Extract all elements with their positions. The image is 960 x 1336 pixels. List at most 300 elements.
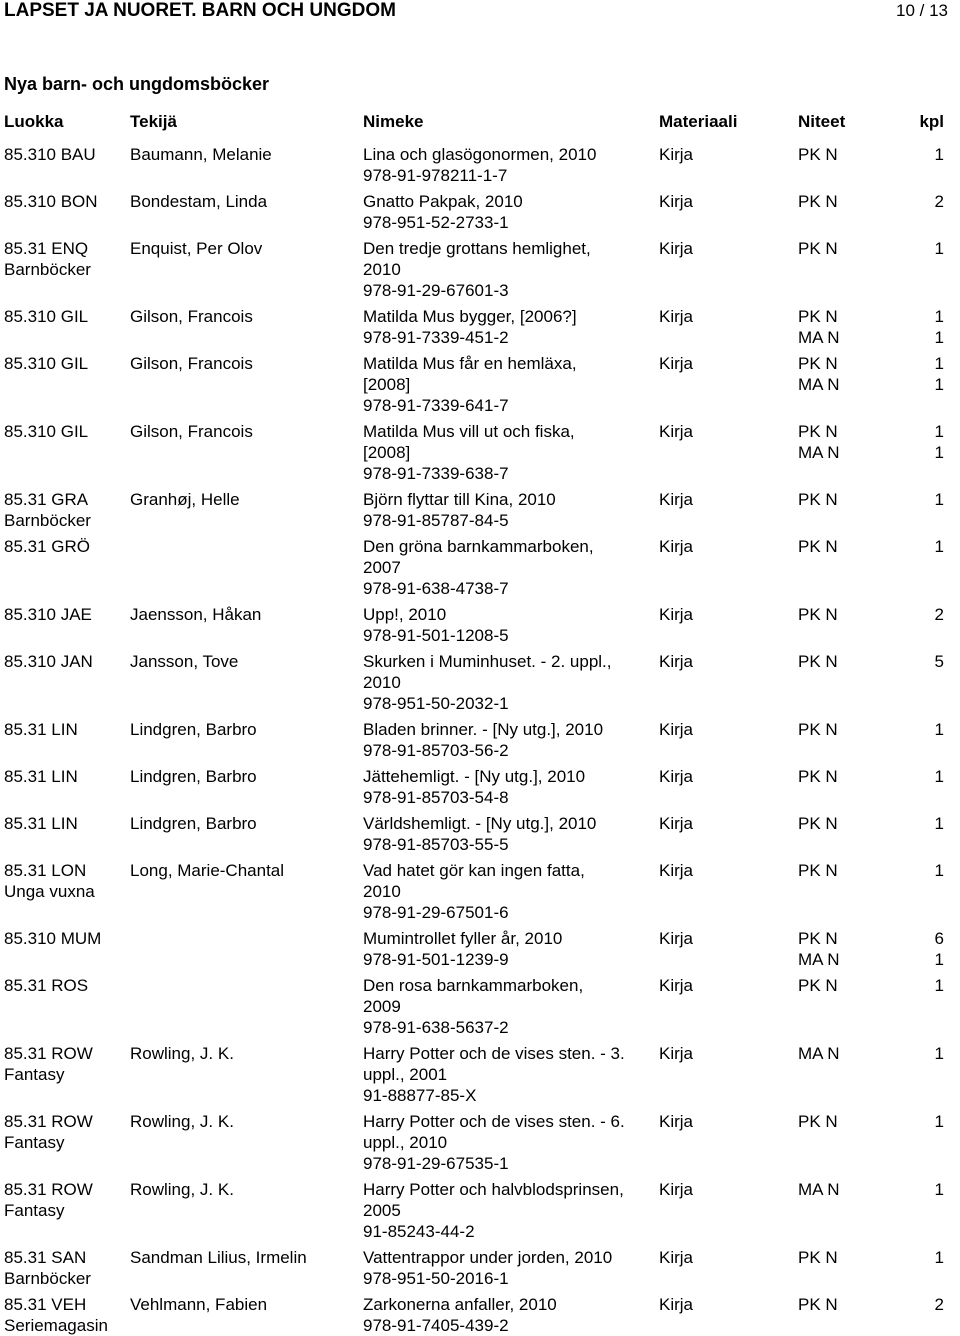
nimeke-cell-line: uppl., 2001 (363, 1065, 448, 1084)
tekija-cell (130, 651, 238, 672)
nimeke-cell (363, 1179, 624, 1242)
luokka-cell-line: 85.31 ENQ (4, 239, 89, 258)
nimeke-cell (363, 928, 562, 970)
niteet-cell (798, 860, 838, 881)
kpl-cell-line: 1 (934, 720, 944, 739)
niteet-cell-line: PK N (798, 490, 838, 509)
nimeke-cell (363, 975, 583, 1038)
tekija-cell (130, 860, 284, 881)
niteet-cell (798, 191, 838, 212)
luokka-cell (4, 353, 88, 374)
page-header (0, 0, 960, 24)
niteet-cell (798, 928, 840, 970)
materiaali-cell (659, 489, 693, 510)
luokka-cell-line: 85.31 LIN (4, 767, 78, 786)
materiaali-cell (659, 144, 693, 165)
niteet-cell-line: PK N (798, 861, 838, 880)
nimeke-cell-line: 978-91-7339-641-7 (363, 396, 509, 415)
column-headers (0, 112, 960, 134)
nimeke-cell-line: 978-91-7339-451-2 (363, 328, 509, 347)
niteet-cell (798, 975, 838, 996)
niteet-cell-line: MA N (798, 950, 840, 969)
luokka-cell-line: 85.31 LIN (4, 814, 78, 833)
nimeke-cell-line: 978-91-85703-54-8 (363, 788, 509, 807)
kpl-cell (935, 489, 944, 510)
nimeke-cell (363, 238, 591, 301)
tekija-cell (130, 306, 253, 327)
nimeke-cell (363, 306, 577, 348)
kpl-cell (935, 1111, 944, 1132)
materiaali-cell (659, 975, 693, 996)
nimeke-cell-line: 2007 (363, 558, 401, 577)
luokka-cell (4, 489, 91, 531)
materiaali-cell (659, 604, 693, 625)
nimeke-cell-line: Matilda Mus vill ut och fiska, (363, 422, 575, 441)
nimeke-cell (363, 1111, 625, 1174)
tekija-cell (130, 719, 257, 740)
kpl-cell-line: 1 (934, 537, 944, 556)
luokka-cell-line: 85.31 LON (4, 861, 87, 880)
tekija-cell (130, 766, 257, 787)
materiaali-cell-line: Kirja (659, 1044, 694, 1063)
materiaali-cell-line: Kirja (659, 1248, 694, 1267)
materiaali-cell-line: Kirja (659, 490, 694, 509)
tekija-cell (130, 191, 267, 212)
tekija-cell-line: Lindgren, Barbro (130, 720, 257, 739)
kpl-cell (935, 1294, 944, 1315)
nimeke-cell-line: Mumintrollet fyller år, 2010 (363, 929, 563, 948)
materiaali-cell (659, 766, 693, 787)
nimeke-cell (363, 1294, 557, 1336)
nimeke-cell-line: 978-91-85787-84-5 (363, 511, 509, 530)
tekija-cell-line: Jansson, Tove (130, 652, 239, 671)
kpl-cell (935, 353, 944, 395)
kpl-cell-line: 1 (934, 422, 944, 441)
luokka-cell-line: Fantasy (4, 1065, 65, 1084)
kpl-cell-line: 1 (934, 1248, 944, 1267)
kpl-cell-line: 2 (934, 192, 944, 211)
tekija-cell-line: Enquist, Per Olov (130, 239, 263, 258)
niteet-cell-line: PK N (798, 929, 838, 948)
niteet-cell-line: MA N (798, 375, 840, 394)
luokka-cell-line: 85.310 JAE (4, 605, 92, 624)
niteet-cell-line: PK N (798, 307, 838, 326)
tekija-cell-line: Long, Marie-Chantal (130, 861, 285, 880)
tekija-cell-line: Gilson, Francois (130, 307, 253, 326)
kpl-cell-line: 1 (934, 861, 944, 880)
kpl-cell (935, 144, 944, 165)
niteet-cell (798, 144, 838, 165)
kpl-cell (935, 860, 944, 881)
col-header-luokka: Luokka (4, 112, 64, 131)
materiaali-cell (659, 191, 693, 212)
tekija-cell-line: Gilson, Francois (130, 354, 253, 373)
nimeke-cell (363, 1247, 612, 1289)
kpl-cell (935, 1043, 944, 1064)
kpl-cell-line: 2 (934, 1295, 944, 1314)
nimeke-cell-line: 978-91-29-67535-1 (363, 1154, 509, 1173)
materiaali-cell (659, 306, 693, 327)
nimeke-cell-line: 978-951-50-2016-1 (363, 1269, 509, 1288)
nimeke-cell (363, 144, 596, 186)
kpl-cell-line: 1 (934, 443, 944, 462)
luokka-cell-line: Unga vuxna (4, 882, 95, 901)
page-number: 10 / 13 (896, 1, 948, 20)
tekija-cell (130, 813, 257, 834)
col-header-kpl: kpl (919, 112, 944, 131)
materiaali-cell-line: Kirja (659, 307, 694, 326)
luokka-cell (4, 1294, 108, 1336)
materiaali-cell (659, 1247, 693, 1268)
niteet-cell-line: PK N (798, 652, 838, 671)
tekija-cell (130, 489, 240, 510)
materiaali-cell-line: Kirja (659, 1180, 694, 1199)
nimeke-cell-line: 91-85243-44-2 (363, 1222, 475, 1241)
nimeke-cell-line: Den tredje grottans hemlighet, (363, 239, 591, 258)
luokka-cell-line: Fantasy (4, 1133, 65, 1152)
luokka-cell (4, 604, 92, 625)
kpl-cell-line: 1 (934, 490, 944, 509)
nimeke-cell-line: Zarkonerna anfaller, 2010 (363, 1295, 557, 1314)
nimeke-cell (363, 421, 575, 484)
nimeke-cell-line: 978-951-50-2032-1 (363, 694, 509, 713)
niteet-cell-line: MA N (798, 443, 840, 462)
luokka-cell (4, 1043, 93, 1085)
materiaali-cell (659, 421, 693, 442)
kpl-cell-line: 1 (934, 950, 944, 969)
materiaali-cell (659, 928, 693, 949)
luokka-cell-line: Barnböcker (4, 1269, 91, 1288)
nimeke-cell-line: Bladen brinner. - [Ny utg.], 2010 (363, 720, 604, 739)
nimeke-cell (363, 489, 556, 531)
materiaali-cell-line: Kirja (659, 929, 694, 948)
materiaali-cell-line: Kirja (659, 605, 694, 624)
tekija-cell (130, 1043, 234, 1064)
materiaali-cell (659, 813, 693, 834)
materiaali-cell-line: Kirja (659, 767, 694, 786)
materiaali-cell (659, 719, 693, 740)
kpl-cell-line: 6 (934, 929, 944, 948)
niteet-cell-line: PK N (798, 720, 838, 739)
kpl-cell-line: 1 (934, 307, 944, 326)
col-header-materiaali: Materiaali (659, 112, 738, 131)
niteet-cell (798, 1247, 838, 1268)
luokka-cell-line: 85.310 GIL (4, 307, 89, 326)
tekija-cell (130, 604, 261, 625)
tekija-cell (130, 353, 253, 374)
niteet-cell-line: PK N (798, 192, 838, 211)
tekija-cell-line: Sandman Lilius, Irmelin (130, 1248, 307, 1267)
kpl-cell (935, 604, 944, 625)
materiaali-cell-line: Kirja (659, 976, 694, 995)
niteet-cell-line: PK N (798, 767, 838, 786)
materiaali-cell-line: Kirja (659, 861, 694, 880)
niteet-cell-line: MA N (798, 1180, 840, 1199)
materiaali-cell-line: Kirja (659, 145, 694, 164)
luokka-cell-line: 85.31 ROS (4, 976, 89, 995)
kpl-cell (935, 1247, 944, 1268)
nimeke-cell-line: Världshemligt. - [Ny utg.], 2010 (363, 814, 597, 833)
luokka-cell-line: 85.31 SAN (4, 1248, 87, 1267)
kpl-cell-line: 2 (934, 605, 944, 624)
niteet-cell (798, 536, 838, 557)
materiaali-cell (659, 1111, 693, 1132)
luokka-cell (4, 928, 101, 949)
nimeke-cell-line: 91-88877-85-X (363, 1086, 477, 1105)
materiaali-cell-line: Kirja (659, 720, 694, 739)
tekija-cell-line: Gilson, Francois (130, 422, 253, 441)
kpl-cell (935, 191, 944, 212)
tekija-cell-line: Vehlmann, Fabien (130, 1295, 268, 1314)
niteet-cell (798, 813, 838, 834)
nimeke-cell-line: Den gröna barnkammarboken, (363, 537, 594, 556)
nimeke-cell (363, 813, 596, 855)
tekija-cell-line: Jaensson, Håkan (130, 605, 262, 624)
section-title: Nya barn- och ungdomsböcker (4, 74, 270, 94)
niteet-cell (798, 604, 838, 625)
luokka-cell-line: Barnböcker (4, 511, 91, 530)
luokka-cell-line: 85.310 MUM (4, 929, 102, 948)
nimeke-cell-line: Lina och glasögonormen, 2010 (363, 145, 597, 164)
nimeke-cell-line: 978-91-501-1208-5 (363, 626, 509, 645)
niteet-cell (798, 421, 840, 463)
nimeke-cell-line: Harry Potter och halvblodsprinsen, (363, 1180, 624, 1199)
nimeke-cell (363, 766, 585, 808)
materiaali-cell (659, 651, 693, 672)
nimeke-cell-line: 978-91-85703-55-5 (363, 835, 509, 854)
niteet-cell (798, 1179, 840, 1200)
nimeke-cell-line: 2010 (363, 260, 401, 279)
nimeke-cell-line: [2008] (363, 443, 411, 462)
materiaali-cell-line: Kirja (659, 1295, 694, 1314)
kpl-cell-line: 1 (934, 375, 944, 394)
luokka-cell-line: 85.31 LIN (4, 720, 78, 739)
kpl-cell-line: 1 (934, 976, 944, 995)
niteet-cell-line: PK N (798, 605, 838, 624)
materiaali-cell-line: Kirja (659, 192, 694, 211)
kpl-cell-line: 1 (934, 1044, 944, 1063)
luokka-cell-line: 85.31 GRÖ (4, 537, 90, 556)
nimeke-cell-line: Vad hatet gör kan ingen fatta, (363, 861, 585, 880)
niteet-cell (798, 766, 838, 787)
nimeke-cell (363, 604, 509, 646)
niteet-cell (798, 1043, 840, 1064)
nimeke-cell-line: 2010 (363, 673, 401, 692)
luokka-cell (4, 813, 78, 834)
materiaali-cell-line: Kirja (659, 239, 694, 258)
col-header-nimeke: Nimeke (363, 112, 424, 131)
nimeke-cell-line: 978-91-29-67601-3 (363, 281, 509, 300)
luokka-cell (4, 719, 78, 740)
tekija-cell-line: Baumann, Melanie (130, 145, 272, 164)
tekija-cell (130, 1179, 234, 1200)
luokka-cell (4, 1247, 91, 1289)
nimeke-cell (363, 353, 577, 416)
luokka-cell (4, 191, 98, 212)
nimeke-cell-line: Upp!, 2010 (363, 605, 447, 624)
kpl-cell-line: 1 (934, 1112, 944, 1131)
luokka-cell (4, 975, 88, 996)
nimeke-cell-line: Jättehemligt. - [Ny utg.], 2010 (363, 767, 586, 786)
tekija-cell (130, 421, 253, 442)
nimeke-cell-line: uppl., 2010 (363, 1133, 448, 1152)
nimeke-cell (363, 719, 603, 761)
materiaali-cell (659, 1294, 693, 1315)
tekija-cell (130, 238, 262, 259)
nimeke-cell-line: 978-91-501-1239-9 (363, 950, 509, 969)
kpl-cell-line: 1 (934, 328, 944, 347)
niteet-cell (798, 306, 840, 348)
luokka-cell (4, 1179, 93, 1221)
luokka-cell-line: 85.310 GIL (4, 422, 89, 441)
kpl-cell-line: 1 (934, 354, 944, 373)
materiaali-cell (659, 1043, 693, 1064)
nimeke-cell-line: Björn flyttar till Kina, 2010 (363, 490, 556, 509)
kpl-cell (935, 536, 944, 557)
kpl-cell (935, 651, 944, 672)
niteet-cell-line: PK N (798, 1248, 838, 1267)
niteet-cell-line: PK N (798, 354, 838, 373)
niteet-cell (798, 719, 838, 740)
kpl-cell-line: 1 (934, 1180, 944, 1199)
tekija-cell-line: Rowling, J. K. (130, 1180, 234, 1199)
kpl-cell (935, 719, 944, 740)
nimeke-cell-line: Matilda Mus får en hemläxa, (363, 354, 577, 373)
kpl-cell (935, 975, 944, 996)
niteet-cell (798, 651, 838, 672)
niteet-cell-line: PK N (798, 1295, 838, 1314)
kpl-cell (935, 306, 944, 348)
tekija-cell-line: Lindgren, Barbro (130, 814, 257, 833)
luokka-cell (4, 238, 91, 280)
tekija-cell (130, 144, 272, 165)
luokka-cell-line: 85.31 GRA (4, 490, 89, 509)
luokka-cell-line: 85.310 GIL (4, 354, 89, 373)
materiaali-cell-line: Kirja (659, 354, 694, 373)
nimeke-cell-line: 978-91-978211-1-7 (363, 166, 508, 185)
luokka-cell-line: Seriemagasin (4, 1316, 108, 1335)
niteet-cell (798, 238, 838, 259)
kpl-cell (935, 813, 944, 834)
kpl-cell-line: 1 (934, 239, 944, 258)
kpl-cell-line: 1 (934, 767, 944, 786)
header-title: LAPSET JA NUORET. BARN OCH UNGDOM (4, 0, 396, 21)
luokka-cell-line: 85.310 JAN (4, 652, 93, 671)
materiaali-cell-line: Kirja (659, 422, 694, 441)
kpl-cell (935, 421, 944, 463)
nimeke-cell-line: Gnatto Pakpak, 2010 (363, 192, 523, 211)
luokka-cell-line: 85.310 BON (4, 192, 98, 211)
materiaali-cell (659, 1179, 693, 1200)
luokka-cell-line: 85.310 BAU (4, 145, 96, 164)
tekija-cell (130, 1247, 307, 1268)
nimeke-cell-line: Den rosa barnkammarboken, (363, 976, 584, 995)
materiaali-cell (659, 353, 693, 374)
luokka-cell (4, 306, 88, 327)
niteet-cell-line: MA N (798, 1044, 840, 1063)
materiaali-cell (659, 536, 693, 557)
luokka-cell-line: 85.31 ROW (4, 1112, 93, 1131)
materiaali-cell-line: Kirja (659, 1112, 694, 1131)
nimeke-cell-line: 978-91-85703-56-2 (363, 741, 509, 760)
luokka-cell (4, 766, 78, 787)
tekija-cell-line: Lindgren, Barbro (130, 767, 257, 786)
kpl-cell (935, 766, 944, 787)
kpl-cell (935, 1179, 944, 1200)
niteet-cell (798, 1294, 838, 1315)
nimeke-cell-line: 978-91-7405-439-2 (363, 1316, 509, 1335)
tekija-cell-line: Rowling, J. K. (130, 1044, 234, 1063)
luokka-cell-line: 85.31 VEH (4, 1295, 87, 1314)
nimeke-cell-line: 978-951-52-2733-1 (363, 213, 509, 232)
nimeke-cell-line: 2009 (363, 997, 401, 1016)
luokka-cell (4, 1111, 93, 1153)
materiaali-cell (659, 238, 693, 259)
niteet-cell-line: PK N (798, 1112, 838, 1131)
nimeke-cell-line: 978-91-638-4738-7 (363, 579, 509, 598)
tekija-cell-line: Rowling, J. K. (130, 1112, 234, 1131)
materiaali-cell-line: Kirja (659, 652, 694, 671)
nimeke-cell (363, 191, 523, 233)
nimeke-cell-line: Skurken i Muminhuset. - 2. uppl., (363, 652, 612, 671)
materiaali-cell-line: Kirja (659, 814, 694, 833)
luokka-cell-line: Barnböcker (4, 260, 91, 279)
niteet-cell-line: PK N (798, 537, 838, 556)
col-header-niteet: Niteet (798, 112, 846, 131)
nimeke-cell-line: 2010 (363, 882, 401, 901)
nimeke-cell-line: [2008] (363, 375, 411, 394)
niteet-cell (798, 489, 838, 510)
nimeke-cell-line: Harry Potter och de vises sten. - 6. (363, 1112, 625, 1131)
luokka-cell-line: 85.31 ROW (4, 1180, 93, 1199)
nimeke-cell-line: 2005 (363, 1201, 401, 1220)
kpl-cell-line: 1 (934, 814, 944, 833)
tekija-cell (130, 1294, 267, 1315)
tekija-cell-line: Bondestam, Linda (130, 192, 268, 211)
nimeke-cell (363, 860, 585, 923)
nimeke-cell-line: 978-91-29-67501-6 (363, 903, 509, 922)
niteet-cell-line: PK N (798, 422, 838, 441)
niteet-cell-line: PK N (798, 145, 838, 164)
luokka-cell (4, 860, 95, 902)
nimeke-cell-line: 978-91-7339-638-7 (363, 464, 509, 483)
niteet-cell (798, 1111, 838, 1132)
luokka-cell-line: 85.31 ROW (4, 1044, 93, 1063)
niteet-cell-line: PK N (798, 976, 838, 995)
materiaali-cell-line: Kirja (659, 537, 694, 556)
nimeke-cell-line: Vattentrappor under jorden, 2010 (363, 1248, 613, 1267)
niteet-cell-line: PK N (798, 814, 838, 833)
kpl-cell-line: 5 (934, 652, 944, 671)
kpl-cell-line: 1 (934, 145, 944, 164)
materiaali-cell (659, 860, 693, 881)
nimeke-cell-line: Matilda Mus bygger, [2006?] (363, 307, 577, 326)
niteet-cell-line: PK N (798, 239, 838, 258)
nimeke-cell-line: Harry Potter och de vises sten. - 3. (363, 1044, 625, 1063)
nimeke-cell-line: 978-91-638-5637-2 (363, 1018, 509, 1037)
luokka-cell-line: Fantasy (4, 1201, 65, 1220)
luokka-cell (4, 144, 96, 165)
luokka-cell (4, 651, 93, 672)
col-header-tekija: Tekijä (130, 112, 177, 131)
tekija-cell-line: Granhøj, Helle (130, 490, 240, 509)
nimeke-cell (363, 1043, 625, 1106)
tekija-cell (130, 1111, 234, 1132)
kpl-cell (935, 238, 944, 259)
niteet-cell (798, 353, 840, 395)
niteet-cell-line: MA N (798, 328, 840, 347)
luokka-cell (4, 536, 90, 557)
